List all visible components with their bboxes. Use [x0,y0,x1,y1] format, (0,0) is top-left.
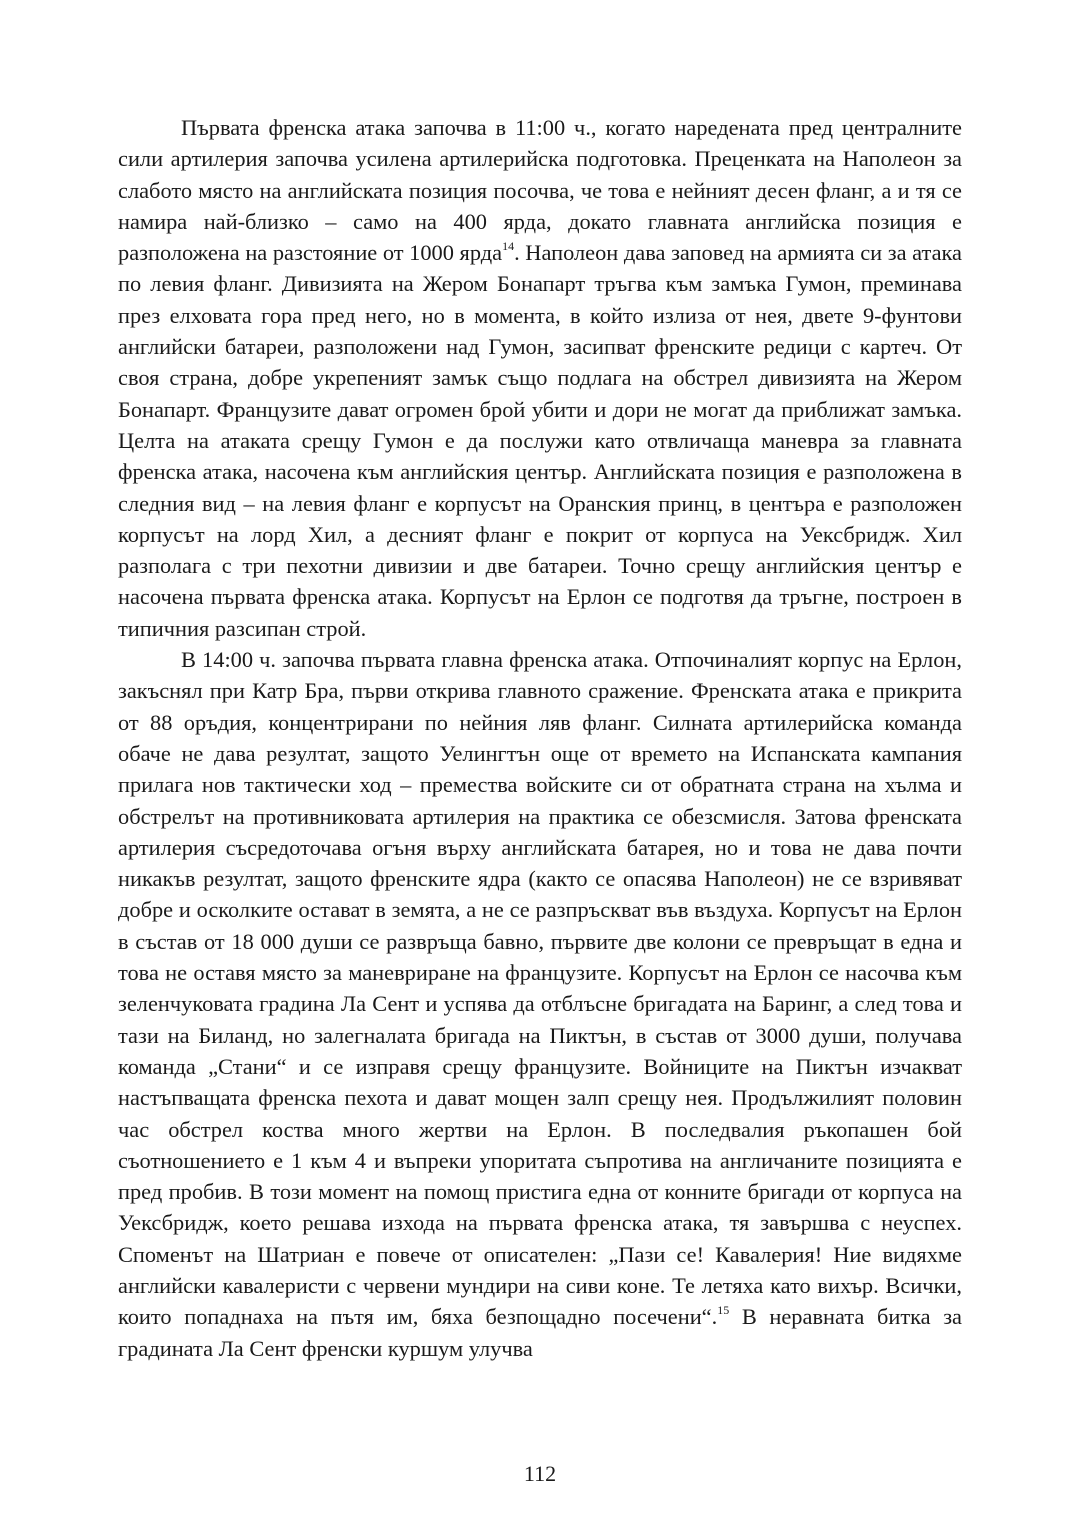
paragraph-text: В неравната битка за градината Ла Сент френски куршум улучва [118,1304,962,1361]
paragraph-text: В 14:00 ч. започва първата главна френска атака. Отпочиналият корпус на Ерлон, закъснял при Катр Бра, първи открива главното сражение. Френската атака е прикрита от 88 оръдия, концентрирани по нейния ляв фланг. Силната артилерийска команда обаче не дава резултат, защото Уелингтън още от времето на Испанската кампания прилага нов тактически ход – премества войските си от обратната страна на хълма и обстрелът на противниковата артилерия на практика се обезсмисля. Затова френската артилерия съсредоточава огъня върху английската батарея, но и това не дава почти никакъв резултат, защото френските ядра (както се опасява Наполеон) не се взривяват добре и осколките остават в земята, а не се разпръскват във въздуха. Корпусът на Ерлон в състав от 18 000 души се развръща бавно, първите две колони се превръщат в една и това не оставя място за маневриране на французите. Корпусът на Ерлон се насочва към зеленчуковата градина Ла Сент и успява да отблъсне бригадата на Баринг, а след това и тази на Биланд, но залегналата бригада на Пиктън, в състав от 3000 души, получава команда „Стани“ и се изправя срещу французите. Войниците на Пиктън изчакват настъпващата френска пехота и дават мощен залп срещу нея. Продължилият половин час обстрел коства много жертви на Ерлон. В последвалия ръкопашен бой съотношението е 1 към 4 и въпреки упоритата съпротива на англичаните позицията е пред пробив. В този момент на помощ пристига една от конните бригади от корпуса на Уексбридж, което решава изхода на първата френска атака, тя завършва с неуспех. Споменът на Шатриан е повече от описателен: „Пази се! Кавалерия! Ние видяхме английски кавалеристи с червени мундири на сиви коне. Те летяха като вихър. Всички, които попаднаха на пътя им, бяха безпощадно посечени“. [118,647,962,1330]
paragraph-first-attack [118,112,962,644]
paragraph-text: . Наполеон дава заповед на армията си за атака по левия фланг. Дивизията на Жером Бонапарт тръгва към замъка Гумон, преминава през елховата гора пред него, но в момента, в който излиза от нея, двете 9-фунтови английски батареи, разположени над Гумон, засипват френските редици с картеч. От своя страна, добре укрепеният замък също подлага на обстрел дивизията на Жером Бонапарт. Французите дават огромен брой убити и дори не могат да приближат замъка. Целта на атаката срещу Гумон е да послужи като отвличаща маневра за главната френска атака, насочена към английския център. Английската позиция е разположена в следния вид – на левия фланг е корпусът на Оранския принц, в центъра е разположен корпусът на лорд Хил, а десният фланг е покрит от корпуса на Уексбридж. Хил разполага с три пехотни дивизии и две батареи. Точно срещу английския център е насочена първата френска атака. Корпусът на Ерлон се подготвя да тръгне, построен в типичния разсипан строй. [118,240,962,641]
paragraph-text: Първата френска атака започва в 11:00 ч., когато наредената пред централните сили артилерия започва усилена артилерийска подготовка. Преценката на Наполеон за слабото място на английската позиция посочва, че това е нейният десен фланг, а и тя се намира най-близко – само на 400 ярда, докато главната английска позиция е разположена на разстояние от 1000 ярда [118,115,962,266]
page-body [118,112,962,1364]
page-number: 112 [523,1461,557,1486]
footnote-marker[interactable]: 15 [717,1303,730,1318]
footnote-marker[interactable]: 14 [502,239,515,254]
paragraph-main-attack [118,644,962,1364]
